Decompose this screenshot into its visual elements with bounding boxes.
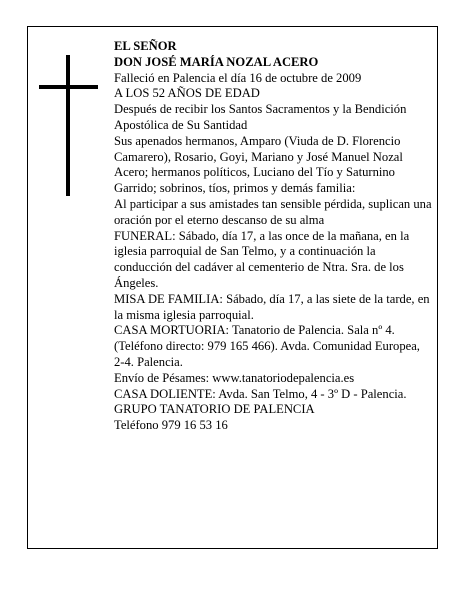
cross-horizontal-bar (39, 85, 98, 89)
deceased-name: DON JOSÉ MARÍA NOZAL ACERO (114, 54, 319, 69)
family-paragraph: Sus apenados hermanos, Amparo (Viuda de D. Florencio Camarero), Rosario, Goyi, Mariano y José Manuel Nozal Acero; hermanos políticos, Luciano del Tío y Saturnino Garrido; sobrinos, tíos, primos y demás familia: (114, 133, 403, 196)
phone-paragraph: Teléfono 979 16 53 16 (114, 418, 228, 433)
condolences-paragraph: Envío de Pésames: www.tanatoriodepalencia.es (114, 370, 355, 385)
prayer-request-paragraph: Al participar a sus amistades tan sensible pérdida, suplican una oración por el eterno descanso de su alma (114, 196, 432, 227)
family-mass-paragraph: MISA DE FAMILIA: Sábado, día 17, a las siete de la tarde, en la misma iglesia parroquial. (114, 291, 430, 322)
funeral-group-paragraph: GRUPO TANATORIO DE PALENCIA (114, 402, 315, 417)
obituary-text (114, 39, 432, 434)
mourning-house-paragraph: CASA DOLIENTE: Avda. San Telmo, 4 - 3º D - Palencia. (114, 386, 407, 401)
obituary-title-line-1: EL SEÑOR (114, 39, 177, 53)
death-date-paragraph: Falleció en Palencia el día 16 de octubre de 2009 (114, 70, 362, 85)
funeral-paragraph: FUNERAL: Sábado, día 17, a las once de la mañana, en la iglesia parroquial de San Telmo, y a continuación la conducción del cadáver al cementerio de Ntra. Sra. de los Ángeles. (114, 228, 410, 290)
funeral-home-paragraph: CASA MORTUORIA: Tanatorio de Palencia. Sala nº 4. (Teléfono directo: 979 165 466). Avda. Comunidad Europea, 2-4. Palencia. (114, 323, 420, 369)
age-paragraph: A LOS 52 AÑOS DE EDAD (114, 86, 260, 101)
sacraments-paragraph: Después de recibir los Santos Sacramentos y la Bendición Apostólica de Su Santidad (114, 102, 407, 132)
cross-vertical-bar (66, 55, 70, 196)
